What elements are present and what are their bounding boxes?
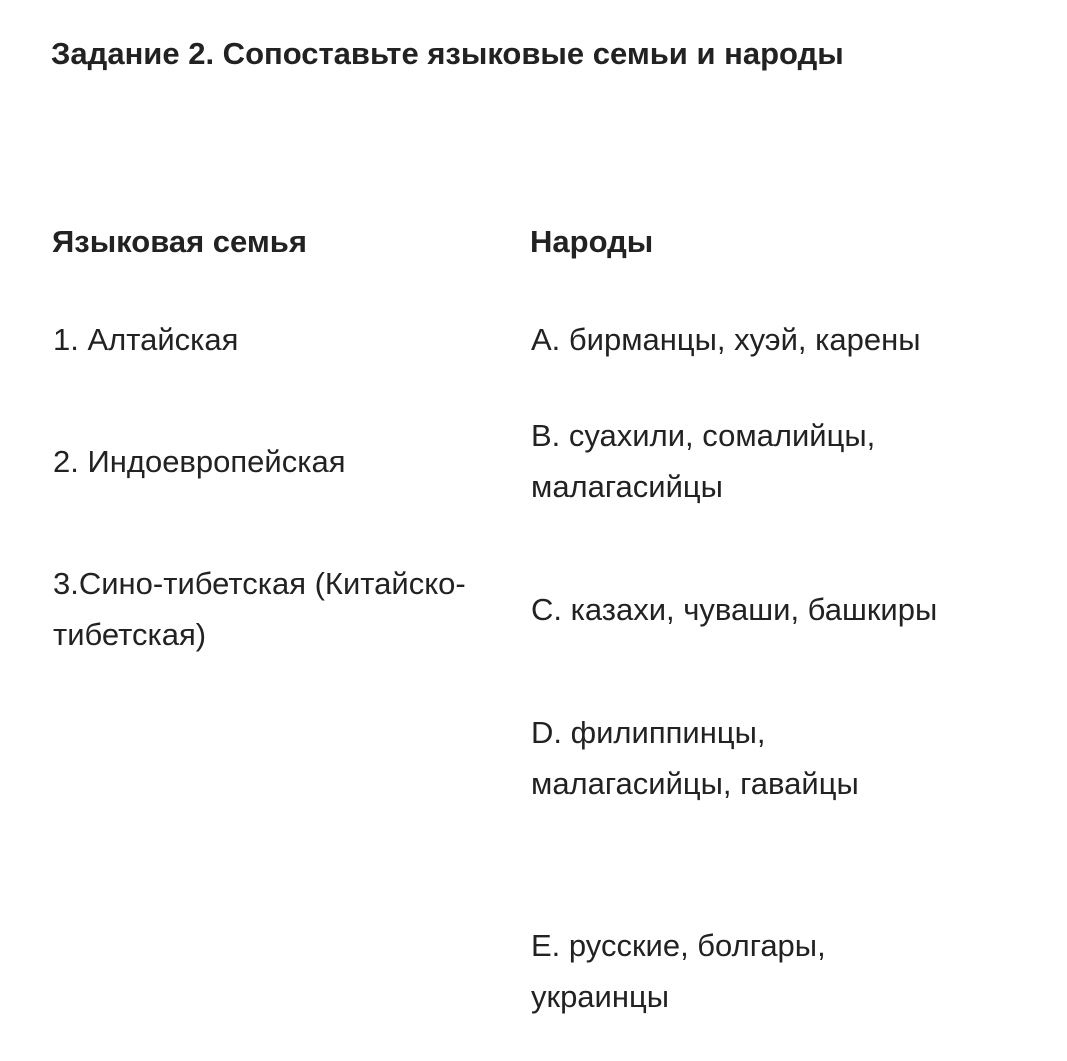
peoples-item-e: Е. русские, болгары, украинцы bbox=[531, 928, 826, 1014]
family-item-2: 2. Индоевропейская bbox=[53, 444, 346, 479]
family-item-3: 3.Сино-тибетская (Китайско-тибетская) bbox=[53, 566, 466, 652]
peoples-item-c: С. казахи, чуваши, башкиры bbox=[531, 592, 938, 627]
peoples-item-d: D. филиппинцы, малагасийцы, гавайцы bbox=[531, 715, 859, 801]
family-item-1: 1. Алтайская bbox=[53, 322, 239, 357]
peoples-item-b: В. суахили, сомалийцы, малагасийцы bbox=[531, 418, 876, 504]
header-peoples: Народы bbox=[530, 224, 654, 259]
task-title: Задание 2. Сопоставьте языковые семьи и народы bbox=[51, 36, 844, 71]
peoples-item-a: А. бирманцы, хуэй, карены bbox=[531, 322, 921, 357]
header-language-family: Языковая семья bbox=[52, 224, 307, 259]
